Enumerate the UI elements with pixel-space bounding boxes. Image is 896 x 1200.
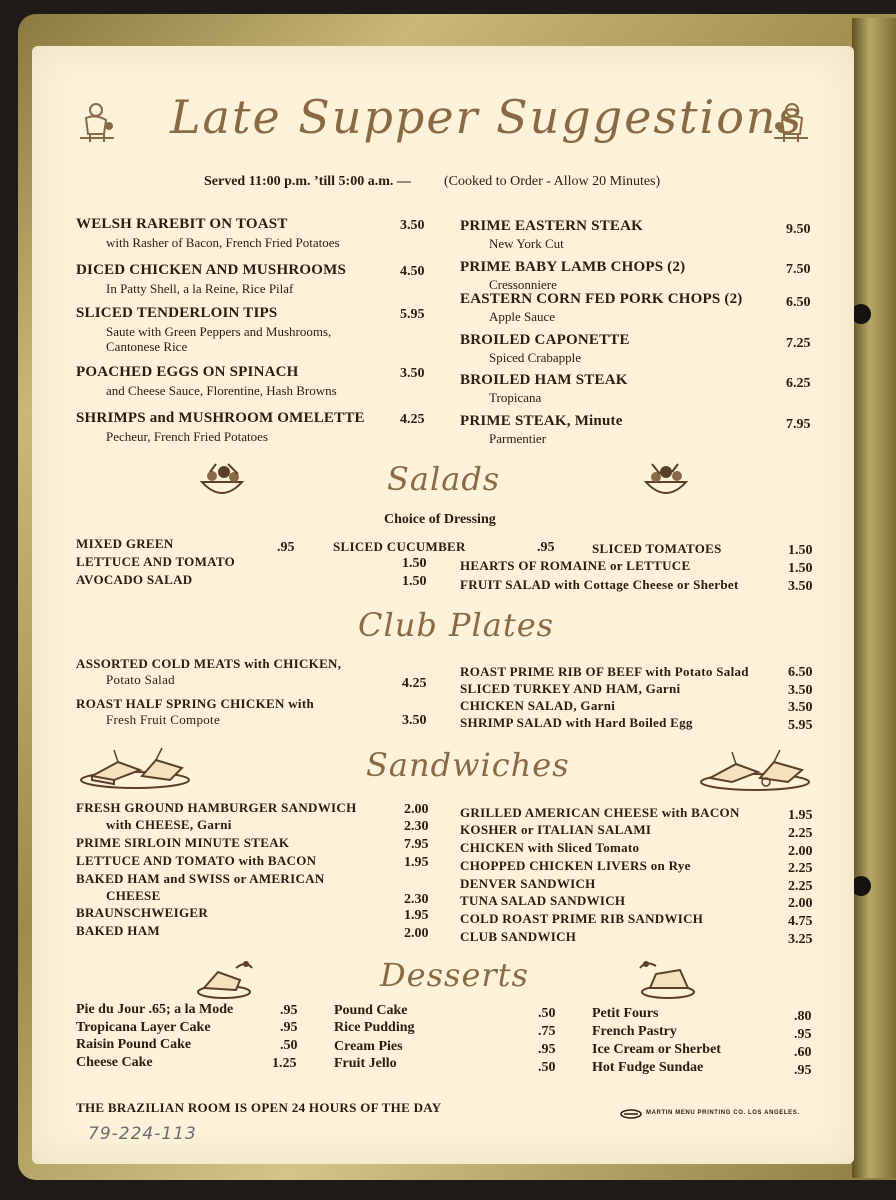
sandwich-item-price: 2.00 — [788, 844, 813, 859]
salad-item-name: SLICED TOMATOES — [592, 541, 722, 556]
salads-subtitle: Choice of Dressing — [384, 512, 496, 527]
section-title-club-plates: Club Plates — [358, 606, 555, 644]
club-item-price: 6.50 — [788, 665, 813, 680]
sandwich-item-name: KOSHER or ITALIAN SALAMI — [460, 822, 652, 837]
section-title-sandwiches: Sandwiches — [366, 746, 570, 784]
dessert-item-name: Pound Cake — [334, 1003, 408, 1018]
club-item-name: ROAST HALF SPRING CHICKEN with — [76, 696, 314, 711]
salad-item-price: 1.50 — [402, 556, 427, 571]
dessert-item-name: French Pastry — [592, 1024, 677, 1039]
club-item-price: 3.50 — [788, 700, 813, 715]
dessert-item-name: Cheese Cake — [76, 1055, 153, 1070]
supper-item-name: BROILED CAPONETTE — [460, 332, 630, 348]
club-item-desc: Fresh Fruit Compote — [106, 712, 221, 727]
binder-hole-lower — [851, 876, 871, 896]
club-item-name: CHICKEN SALAD, Garni — [460, 698, 616, 713]
supper-item-price: 7.50 — [786, 262, 811, 277]
sandwich-item-price: 7.95 — [404, 837, 429, 852]
supper-item-desc: Spiced Crabapple — [489, 350, 582, 365]
handwritten-note: 79-224-113 — [88, 1124, 197, 1144]
supper-item-name: DICED CHICKEN AND MUSHROOMS — [76, 262, 347, 278]
supper-item-price: 9.50 — [786, 222, 811, 237]
supper-item-price: 3.50 — [400, 218, 425, 233]
dessert-item-price: .60 — [794, 1045, 812, 1060]
dessert-item-price: .95 — [538, 1042, 556, 1057]
supper-item-desc: Pecheur, French Fried Potatoes — [106, 429, 268, 444]
dessert-item-name: Ice Cream or Sherbet — [592, 1042, 721, 1057]
salad-item-name: LETTUCE AND TOMATO — [76, 554, 236, 569]
supper-item-price: 6.50 — [786, 295, 811, 310]
cake-slice-icon-right — [636, 958, 696, 1000]
salad-item-price: .95 — [277, 540, 295, 555]
sandwich-item-name: CHEESE — [106, 888, 161, 903]
served-hours: Served 11:00 p.m. ’till 5:00 a.m. — — [204, 174, 411, 189]
sandwich-item-price: 2.25 — [788, 861, 813, 876]
supper-item-desc: New York Cut — [489, 236, 564, 251]
supper-item-desc: and Cheese Sauce, Florentine, Hash Browns — [106, 383, 337, 398]
dessert-item-name: Rice Pudding — [334, 1020, 415, 1035]
sandwich-plate-icon-right — [698, 748, 812, 792]
dessert-item-name: Petit Fours — [592, 1006, 659, 1021]
salad-item-name: MIXED GREEN — [76, 536, 174, 551]
salad-item-name: AVOCADO SALAD — [76, 572, 193, 587]
cook-note: (Cooked to Order - Allow 20 Minutes) — [444, 174, 661, 189]
sandwich-item-name: GRILLED AMERICAN CHEESE with BACON — [460, 805, 740, 820]
sandwich-item-name: BAKED HAM — [76, 923, 160, 938]
dessert-item-price: .50 — [538, 1006, 556, 1021]
supper-item-name: POACHED EGGS ON SPINACH — [76, 364, 299, 380]
dessert-item-price: .75 — [538, 1024, 556, 1039]
sandwich-item-name: TUNA SALAD SANDWICH — [460, 893, 626, 908]
sandwich-item-price: 2.25 — [788, 879, 813, 894]
dessert-item-name: Fruit Jello — [334, 1056, 397, 1071]
salad-item-price: .95 — [537, 540, 555, 555]
supper-item-name: SLICED TENDERLOIN TIPS — [76, 305, 278, 321]
club-item-price: 3.50 — [402, 713, 427, 728]
footer-notice: THE BRAZILIAN ROOM IS OPEN 24 HOURS OF THE DAY — [76, 1100, 442, 1115]
club-item-price: 3.50 — [788, 683, 813, 698]
supper-item-price: 7.25 — [786, 336, 811, 351]
supper-item-name: PRIME EASTERN STEAK — [460, 218, 644, 234]
sandwich-item-name: CHOPPED CHICKEN LIVERS on Rye — [460, 858, 691, 873]
supper-item-desc: Apple Sauce — [489, 309, 556, 324]
supper-item-name: PRIME STEAK, Minute — [460, 413, 623, 429]
section-title-salads: Salads — [387, 460, 501, 498]
club-item-price: 4.25 — [402, 676, 427, 691]
sandwich-item-price: 1.95 — [404, 855, 429, 870]
sandwich-item-price: 1.95 — [788, 808, 813, 823]
dessert-item-name: Hot Fudge Sundae — [592, 1060, 704, 1075]
supper-item-price: 7.95 — [786, 417, 811, 432]
sandwich-item-price: 2.30 — [404, 892, 429, 907]
club-item-name: SHRIMP SALAD with Hard Boiled Egg — [460, 715, 693, 730]
dessert-item-price: .50 — [280, 1038, 298, 1053]
cake-slice-icon-left — [196, 958, 256, 1000]
sandwich-item-price: 2.00 — [404, 926, 429, 941]
sandwich-item-name: DENVER SANDWICH — [460, 876, 596, 891]
supper-item-desc: Tropicana — [489, 390, 542, 405]
dessert-item-name: Raisin Pound Cake — [76, 1037, 192, 1052]
menu-folder-spine — [852, 18, 896, 1178]
salad-bowl-icon-left — [198, 460, 246, 504]
sandwich-item-price: 2.30 — [404, 819, 429, 834]
sandwich-item-price: 4.75 — [788, 914, 813, 929]
dessert-item-price: .95 — [794, 1027, 812, 1042]
sandwich-item-name: CHICKEN with Sliced Tomato — [460, 840, 640, 855]
salad-item-name: HEARTS OF ROMAINE or LETTUCE — [460, 558, 691, 573]
club-item-name: ROAST PRIME RIB OF BEEF with Potato Salad — [460, 664, 749, 679]
printer-credit: MARTIN MENU PRINTING CO. LOS ANGELES. — [646, 1110, 800, 1116]
salad-bowl-icon-right — [642, 460, 690, 504]
sandwich-item-name: LETTUCE AND TOMATO with BACON — [76, 853, 317, 868]
supper-item-name: WELSH RAREBIT ON TOAST — [76, 216, 288, 232]
binder-hole-upper — [851, 304, 871, 324]
printer-logo-icon — [620, 1109, 642, 1119]
dessert-item-price: .95 — [280, 1003, 298, 1018]
chef-icon-left — [76, 100, 118, 144]
supper-item-desc: In Patty Shell, a la Reine, Rice Pilaf — [106, 281, 294, 296]
supper-item-price: 5.95 — [400, 307, 425, 322]
supper-item-price: 3.50 — [400, 366, 425, 381]
section-title-desserts: Desserts — [380, 956, 529, 994]
dessert-item-name: Pie du Jour .65; a la Mode — [76, 1002, 234, 1017]
supper-item-price: 4.25 — [400, 412, 425, 427]
salad-item-price: 3.50 — [788, 579, 813, 594]
supper-item-name: BROILED HAM STEAK — [460, 372, 628, 388]
dessert-item-name: Tropicana Layer Cake — [76, 1020, 211, 1035]
club-item-price: 5.95 — [788, 718, 813, 733]
salad-item-name: SLICED CUCUMBER — [333, 539, 466, 554]
club-item-desc: Potato Salad — [106, 672, 175, 687]
sandwich-item-price: 2.25 — [788, 826, 813, 841]
sandwich-item-price: 2.00 — [404, 802, 429, 817]
dessert-item-name: Cream Pies — [334, 1039, 403, 1054]
dessert-item-price: .95 — [280, 1020, 298, 1035]
club-item-name: SLICED TURKEY AND HAM, Garni — [460, 681, 681, 696]
club-item-name: ASSORTED COLD MEATS with CHICKEN, — [76, 656, 342, 671]
dessert-item-price: .50 — [538, 1060, 556, 1075]
dessert-item-price: .95 — [794, 1063, 812, 1078]
sandwich-item-name: COLD ROAST PRIME RIB SANDWICH — [460, 911, 704, 926]
sandwich-plate-icon-left — [78, 746, 192, 790]
dessert-item-price: .80 — [794, 1009, 812, 1024]
supper-item-desc: Cressonniere — [489, 277, 557, 292]
salad-item-price: 1.50 — [788, 561, 813, 576]
sandwich-item-name: PRIME SIRLOIN MINUTE STEAK — [76, 835, 290, 850]
dessert-item-price: 1.25 — [272, 1056, 297, 1071]
sandwich-item-price: 1.95 — [404, 908, 429, 923]
sandwich-item-name: BAKED HAM and SWISS or AMERICAN — [76, 871, 325, 886]
sandwich-item-name: CLUB SANDWICH — [460, 929, 577, 944]
supper-item-price: 4.50 — [400, 264, 425, 279]
supper-item-price: 6.25 — [786, 376, 811, 391]
supper-item-name: PRIME BABY LAMB CHOPS (2) — [460, 259, 686, 275]
salad-item-price: 1.50 — [788, 543, 813, 558]
sandwich-item-name: BRAUNSCHWEIGER — [76, 905, 209, 920]
sandwich-item-price: 3.25 — [788, 932, 813, 947]
supper-item-name: EASTERN CORN FED PORK CHOPS (2) — [460, 291, 743, 307]
supper-item-desc: Saute with Green Peppers and Mushrooms, — [106, 324, 332, 339]
supper-item-desc: with Rasher of Bacon, French Fried Potatoes — [106, 235, 340, 250]
sandwich-item-name: FRESH GROUND HAMBURGER SANDWICH — [76, 800, 357, 815]
sandwich-item-price: 2.00 — [788, 896, 813, 911]
salad-item-price: 1.50 — [402, 574, 427, 589]
sandwich-item-name: with CHEESE, Garni — [106, 817, 232, 832]
supper-item-desc: Cantonese Rice — [106, 339, 188, 354]
menu-title: Late Supper Suggestions — [170, 90, 804, 144]
salad-item-name: FRUIT SALAD with Cottage Cheese or Sherbet — [460, 577, 739, 592]
menu-page — [32, 46, 854, 1164]
supper-item-desc: Parmentier — [489, 431, 547, 446]
supper-item-name: SHRIMPS and MUSHROOM OMELETTE — [76, 410, 365, 426]
